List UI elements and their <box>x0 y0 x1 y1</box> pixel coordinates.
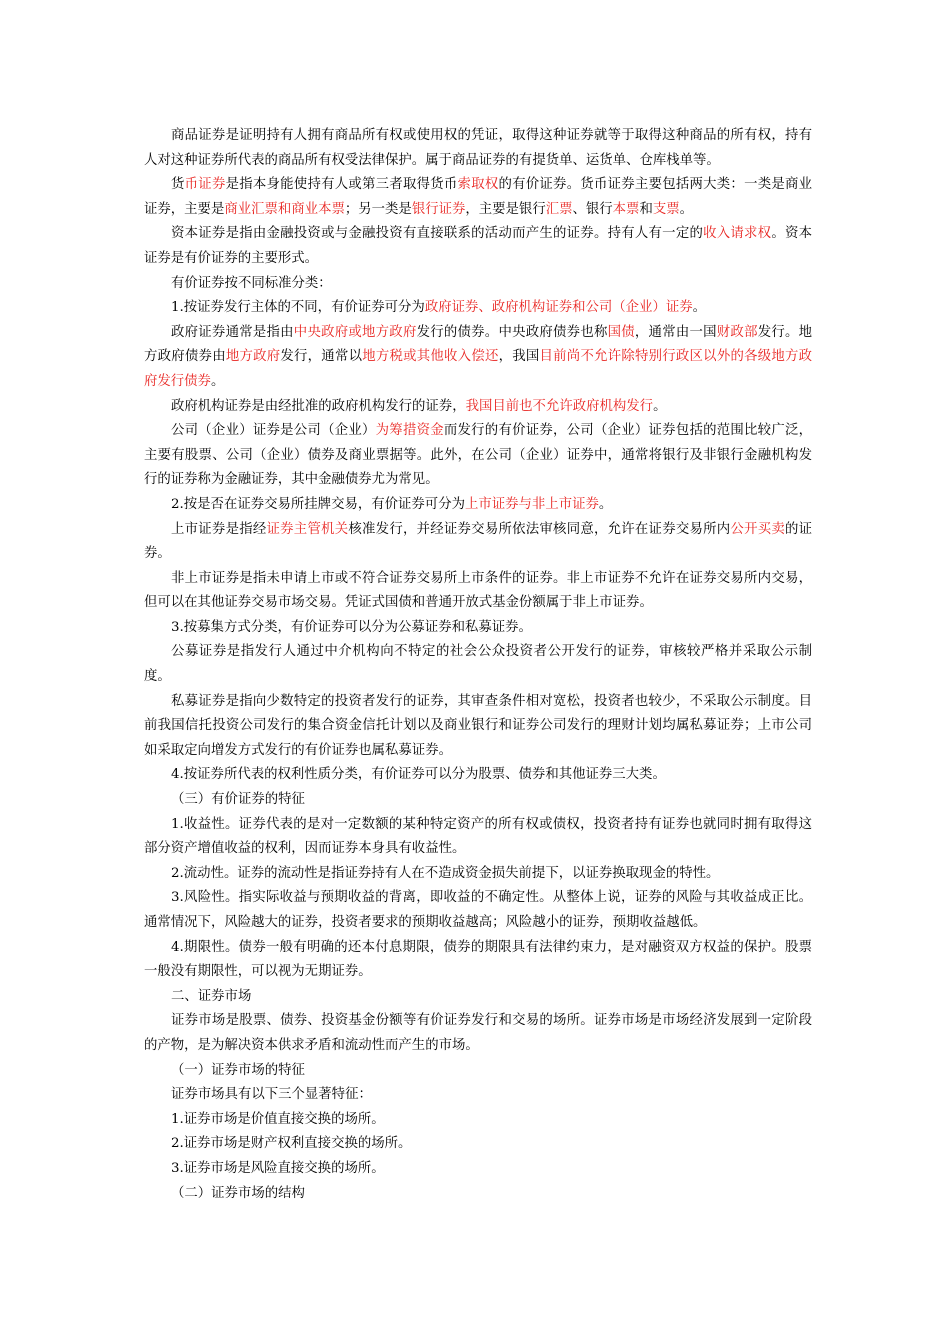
text-run: 有价证券按不同标准分类： <box>171 275 332 291</box>
highlighted-text: 币证券 <box>184 177 226 193</box>
text-run: 2.证券市场是财产权利直接交换的场所。 <box>171 1136 412 1152</box>
text-run: 证券市场具有以下三个显著特征： <box>171 1087 372 1103</box>
paragraph <box>144 395 812 420</box>
paragraph <box>144 1132 812 1157</box>
text-run: 资本证券是指由金融投资或与金融投资有直接联系的活动而产生的证券。持有人有一定的 <box>171 226 704 242</box>
highlighted-text: 银行证券 <box>411 201 466 217</box>
text-run: 1.收益性。证券代表的是对一定数额的某种特定资产的所有权或债权，投资者持有证券也就同时拥有取得这部分资产增值收益的权利，因而证券本身具有收益性。 <box>144 816 812 857</box>
text-run: 。 <box>653 398 667 414</box>
paragraph <box>144 985 812 1010</box>
text-run: 公募证券是指发行人通过中介机构向不特定的社会公众投资者公开发行的证券，审核较严格并采取公示制度。 <box>144 644 812 685</box>
highlighted-text: 为筹措资金 <box>375 423 444 439</box>
text-run: 3.证券市场是风险直接交换的场所。 <box>171 1160 385 1176</box>
paragraph <box>144 222 812 271</box>
text-run: 1.按证券发行主体的不同，有价证券可分为 <box>171 300 425 316</box>
paragraph <box>144 862 812 887</box>
highlighted-text: 国债 <box>607 324 635 340</box>
highlighted-text: 收入请求权 <box>703 226 772 242</box>
text-run: 3.按募集方式分类，有价证券可以分为公募证券和私募证券。 <box>171 619 532 635</box>
highlighted-text: 支票 <box>652 201 680 217</box>
paragraph <box>144 1182 812 1207</box>
paragraph <box>144 173 812 222</box>
text-run: 1.证券市场是价值直接交换的场所。 <box>171 1111 385 1127</box>
text-run: ，通常由一国 <box>634 324 717 340</box>
text-run: 私募证券是指向少数特定的投资者发行的证券，其审查条件相对宽松，投资者也较少，不采取公示制度。目前我国信托投资公司发行的集合资金信托计划以及商业银行和证券公司发行的理财计划均属私募证券；上市公司如采取定向增发方式发行的有价证券也属私募证券。 <box>144 693 812 758</box>
text-run: 核准发行，并经证券交易所依法审核同意，允许在证券交易所内 <box>348 521 731 537</box>
paragraph <box>144 493 812 518</box>
text-run: 上市证券是指经 <box>171 521 267 537</box>
text-run: 3.风险性。指实际收益与预期收益的背离，即收益的不确定性。从整体上说，证券的风险与其收益成正比。通常情况下，风险越大的证券，投资者要求的预期收益越高；风险越小的证券，预期收益越低。 <box>144 890 812 930</box>
paragraph <box>144 1108 812 1133</box>
paragraph <box>144 1059 812 1084</box>
text-run: 商品证券是证明持有人拥有商品所有权或使用权的凭证，取得这种证券就等于取得这种商品的所有权，持有人对这种证券所代表的商品所有权受法律保护。属于商品证券的有提货单、运货单、仓库栈单等。 <box>144 128 812 168</box>
highlighted-text: 上市证券与非上市证券 <box>464 496 599 512</box>
paragraph <box>144 936 812 985</box>
text-run: 发行，通常以 <box>280 349 363 365</box>
text-run: 是指本身能使持有人或第三者取得货币 <box>225 177 458 193</box>
highlighted-text: 我国目前也不允许政府机构发行 <box>465 398 654 414</box>
text-run: 货 <box>171 177 185 193</box>
text-run: 4.按证券所代表的权利性质分类，有价证券可以分为股票、债券和其他证券三大类。 <box>171 767 666 783</box>
document-body <box>144 124 812 1206</box>
text-run: 公司（企业）证券是公司（企业） <box>171 423 376 439</box>
highlighted-text: 商业汇票和商业本票 <box>224 201 345 217</box>
paragraph <box>144 763 812 788</box>
text-run: （二）证券市场的结构 <box>171 1185 305 1201</box>
highlighted-text: 政府证券、政府机构证券和公司（企业）证券 <box>424 300 693 316</box>
text-run: （三）有价证券的特征 <box>171 792 305 808</box>
highlighted-text: 本票 <box>612 201 640 217</box>
text-run: 而发行的有价证券，公司（企业）证券包括的范围比较广泛，主要有股票、公司（企业）债券及商业票据等。此外，在公司（企业）证券中，通常将银行及非银行金融机构发行的证券称为金融证券，其中金融债券尤为常见。 <box>144 423 812 488</box>
paragraph <box>144 1157 812 1182</box>
paragraph <box>144 788 812 813</box>
paragraph <box>144 321 812 395</box>
text-run: 4.期限性。债券一般有明确的还本付息期限，债券的期限具有法律约束力，是对融资双方权益的保护。股票一般没有期限性，可以视为无期证券。 <box>144 939 812 980</box>
highlighted-text: 中央政府或地方政府 <box>293 324 417 340</box>
paragraph <box>144 886 812 935</box>
highlighted-text: 汇票 <box>545 201 573 217</box>
paragraph <box>144 813 812 862</box>
text-run: 二、证券市场 <box>171 988 252 1004</box>
text-run: 的有价证券。货币证券主要包括两大类：一类是商业证券，主要是 <box>144 177 813 217</box>
highlighted-text: 财政部 <box>716 324 758 340</box>
highlighted-text: 公开买卖 <box>730 521 785 537</box>
text-run: ，我国 <box>498 349 540 365</box>
text-run: ，主要是银行 <box>465 201 546 217</box>
text-run: ；另一类是 <box>344 201 412 217</box>
text-run: 。 <box>598 496 613 512</box>
paragraph <box>144 690 812 764</box>
text-run: 。资本证券是有价证券的主要形式。 <box>144 226 813 266</box>
text-run: 。 <box>679 201 694 217</box>
paragraph <box>144 272 812 297</box>
text-run: 2.按是否在证券交易所挂牌交易，有价证券可分为 <box>171 496 465 512</box>
text-run: 发行。地方政府债券由 <box>144 324 813 365</box>
text-run: 发行的债券。中央政府债券也称 <box>416 324 608 340</box>
text-run: （一）证券市场的特征 <box>171 1062 305 1078</box>
highlighted-text: 证券主管机关 <box>266 521 349 537</box>
highlighted-text: 地方政府 <box>225 349 281 365</box>
paragraph <box>144 567 812 616</box>
highlighted-text: 索取权 <box>457 177 499 193</box>
paragraph <box>144 296 812 321</box>
text-run: 2.流动性。证券的流动性是指证券持有人在不造成资金损失前提下，以证券换取现金的特性。 <box>171 865 720 881</box>
text-run: 政府机构证券是由经批准的政府机构发行的证券， <box>171 398 466 414</box>
highlighted-text: 目前尚不允许除特别行政区以外的各级地方政府发行债券 <box>144 349 813 389</box>
text-run: 、银行 <box>572 201 613 217</box>
text-run: 非上市证券是指未申请上市或不符合证券交易所上市条件的证券。非上市证券不允许在证券交易所内交易，但可以在其他证券交易市场交易。凭证式国债和普通开放式基金份额属于非上市证券。 <box>144 570 812 611</box>
text-run: 政府证券通常是指由 <box>171 324 294 340</box>
text-run: 证券市场是股票、债券、投资基金份额等有价证券发行和交易的场所。证券市场是市场经济发展到一定阶段的产物，是为解决资本供求矛盾和流动性而产生的市场。 <box>144 1013 812 1053</box>
text-run: 。 <box>692 300 707 316</box>
text-run: 和 <box>639 201 653 217</box>
paragraph <box>144 419 812 493</box>
paragraph <box>144 1009 812 1058</box>
text-run: 的证券。 <box>144 521 813 562</box>
paragraph <box>144 518 812 567</box>
paragraph <box>144 640 812 689</box>
highlighted-text: 地方税或其他收入偿还 <box>362 349 499 365</box>
paragraph <box>144 124 812 173</box>
paragraph <box>144 1083 812 1108</box>
text-run: 。 <box>210 373 225 389</box>
paragraph <box>144 616 812 641</box>
